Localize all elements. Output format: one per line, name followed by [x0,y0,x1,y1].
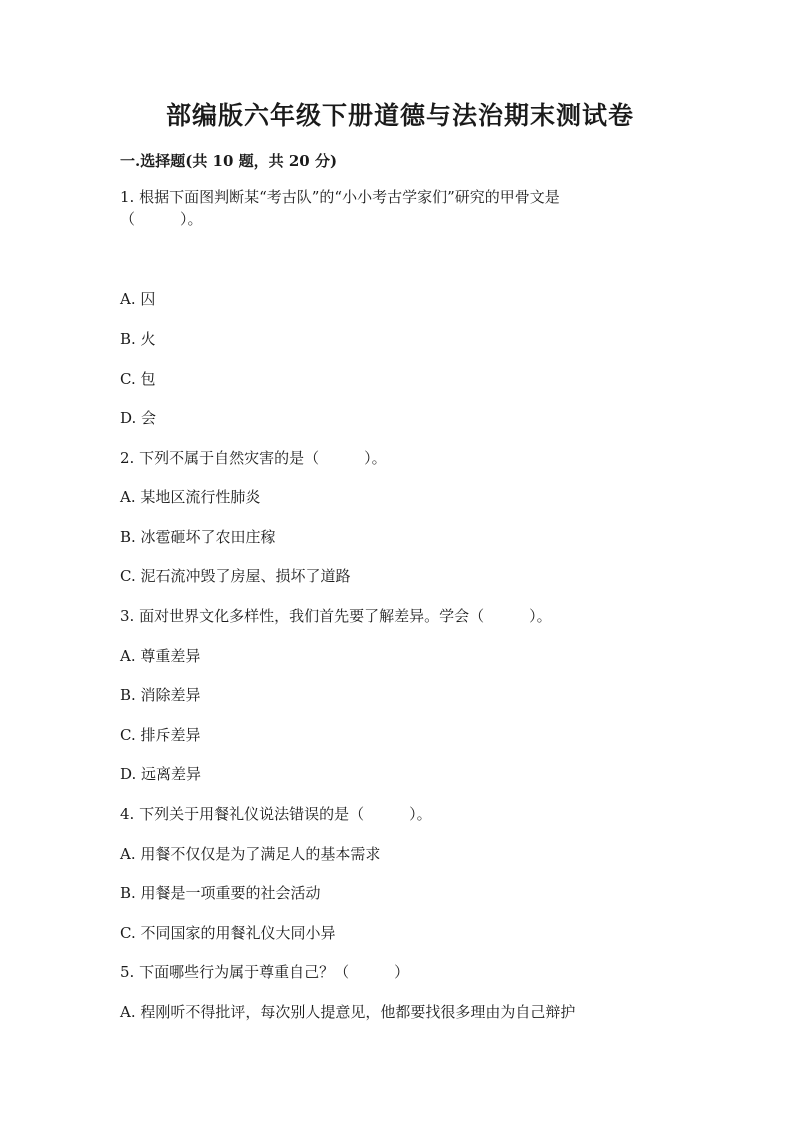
question-1-stem: 1. 根据下面图判断某“考古队”的“小小考古学家们”研究的甲骨文是（ ）。 [120,188,560,228]
question-3-option-c[interactable]: C. 排斥差异 [120,726,201,744]
question-2-option-c[interactable]: C. 泥石流冲毁了房屋、损坏了道路 [120,567,351,585]
question-1-option-b[interactable]: B. 火 [120,330,156,348]
question-3-option-d[interactable]: D. 远离差异 [120,765,202,783]
exam-title: 部编版六年级下册道德与法治期末测试卷 [165,101,634,130]
question-2-option-b[interactable]: B. 冰雹砸坏了农田庄稼 [120,528,276,546]
question-5-option-a[interactable]: A. 程刚听不得批评，每次别人提意见，他都要找很多理由为自己辩护 [120,1003,576,1021]
question-1-option-d[interactable]: D. 会 [120,409,157,427]
question-1-option-a[interactable]: A. 囚 [120,290,156,308]
question-2-stem: 2. 下列不属于自然灾害的是（ ）。 [120,449,387,467]
question-3-option-b[interactable]: B. 消除差异 [120,686,201,704]
question-4-stem: 4. 下列关于用餐礼仪说法错误的是（ ）。 [120,805,432,823]
question-4-option-b[interactable]: B. 用餐是一项重要的社会活动 [120,884,321,902]
question-3-stem: 3. 面对世界文化多样性，我们首先要了解差异。学会（ ）。 [120,607,552,625]
question-1-option-c[interactable]: C. 包 [120,370,156,388]
question-2-option-a[interactable]: A. 某地区流行性肺炎 [120,488,261,506]
question-5-stem: 5. 下面哪些行为属于尊重自己？（ ） [120,963,410,981]
question-4-option-a[interactable]: A. 用餐不仅仅是为了满足人的基本需求 [120,845,381,863]
question-3-option-a[interactable]: A. 尊重差异 [120,647,201,665]
question-4-option-c[interactable]: C. 不同国家的用餐礼仪大同小异 [120,924,336,942]
section-heading: 一.选择题(共 10 题，共 20 分) [120,152,338,170]
